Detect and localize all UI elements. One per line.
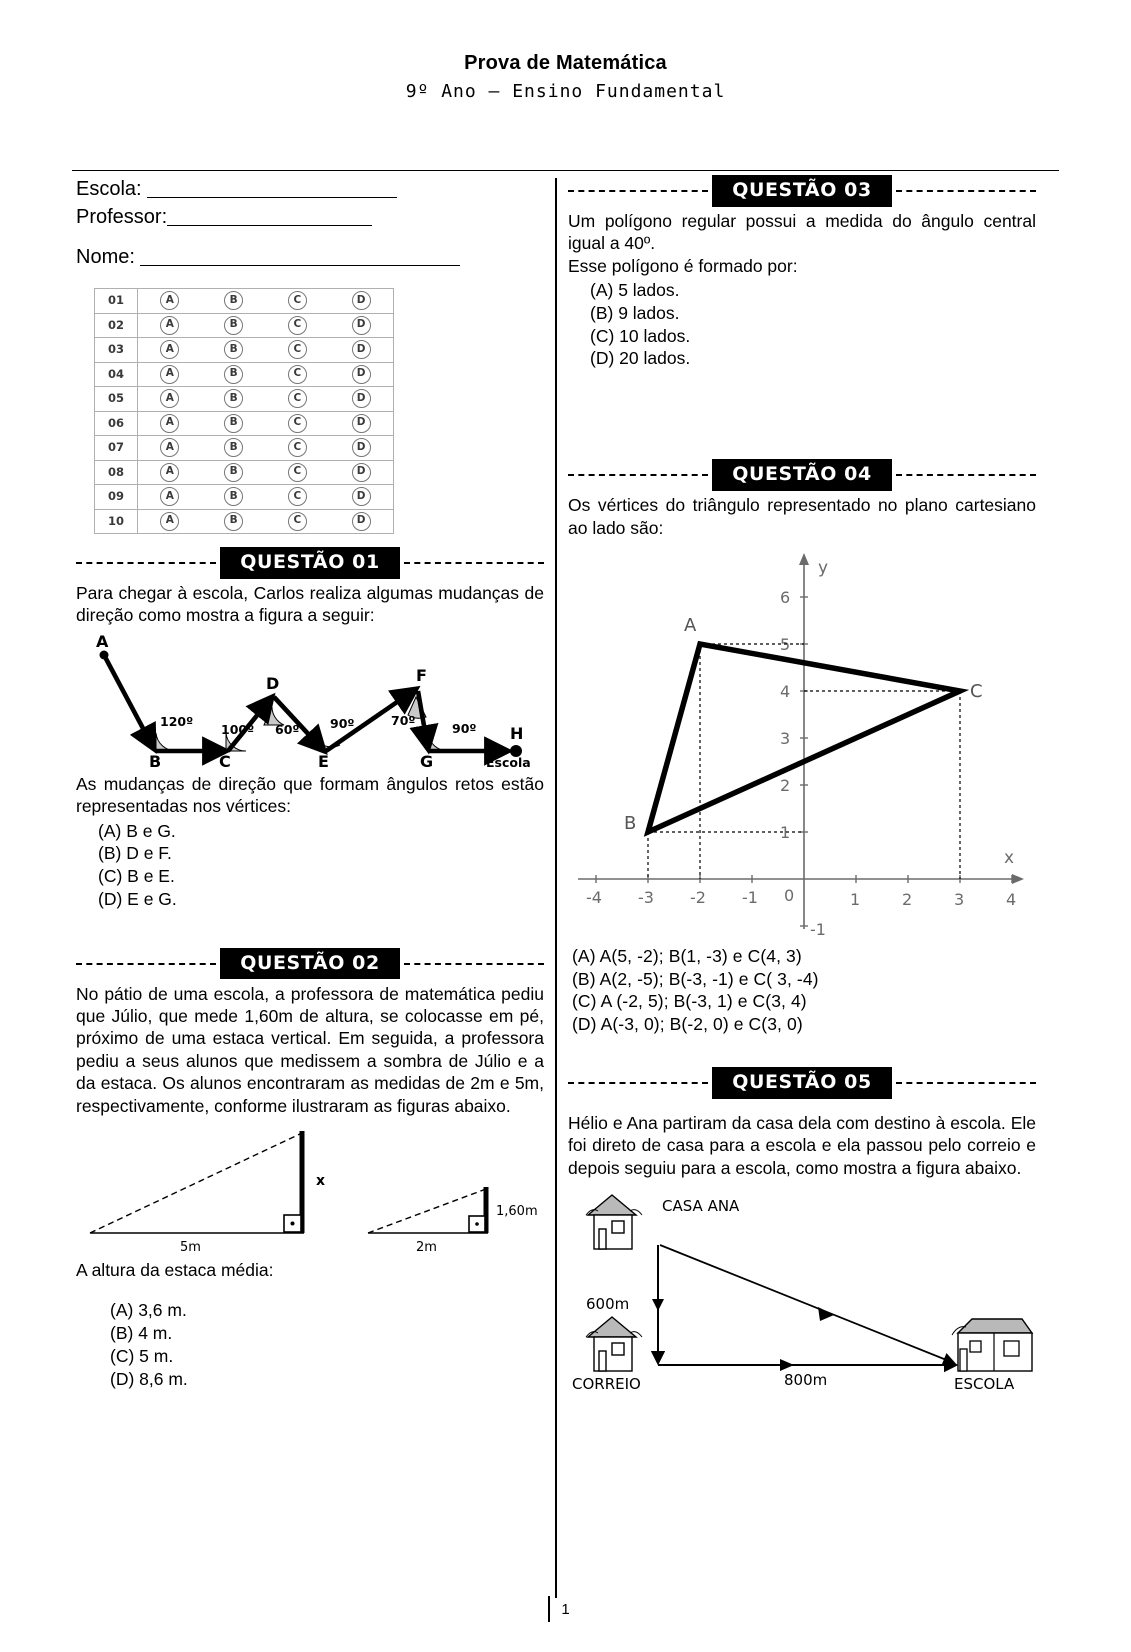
answer-bubble-c[interactable]: C [288,487,307,506]
page-title: Prova de Matemática [464,52,667,74]
question-04-options [572,945,1036,1036]
svg-text:90º: 90º [330,715,355,731]
question-04-statement: Os vértices do triângulo representado no plano cartesiano ao lado são: [568,495,1036,538]
option-c[interactable]: (C) 10 lados. [590,325,691,346]
question-04-tag: QUESTÃO 04 [712,459,892,491]
answer-bubble-d[interactable]: D [352,438,371,457]
svg-text:Escola: Escola [486,754,531,769]
option-d[interactable]: (D) A(-3, 0); B(-2, 0) e C(3, 0) [572,1014,803,1035]
svg-text:C: C [970,680,983,702]
svg-text:4: 4 [1006,889,1017,909]
banner-dash-right [896,474,1036,476]
answer-bubble-a[interactable]: A [160,389,179,408]
question-01-options [98,820,544,911]
question-03-options [590,279,1036,370]
svg-text:C: C [219,751,231,769]
svg-text:y: y [818,557,829,578]
svg-text:A: A [684,614,697,636]
escola-input[interactable] [147,183,397,198]
svg-text:-3: -3 [638,887,654,907]
svg-text:x: x [316,1172,326,1189]
answer-row-bubbles [138,411,394,436]
svg-text:90º: 90º [452,720,477,736]
answer-bubble-b[interactable]: B [224,463,243,482]
answer-row-number: 06 [95,411,138,436]
question-03-statement: Um polígono regular possui a medida do ângulo central igual a 40º. [568,211,1036,254]
field-escola [76,176,544,202]
answer-bubble-c[interactable]: C [288,291,307,310]
answer-bubble-c[interactable]: C [288,389,307,408]
svg-text:0: 0 [784,885,795,905]
content-columns [0,176,1131,1626]
svg-text:-4: -4 [586,887,602,907]
banner-dash-right [404,963,544,965]
answer-row-bubbles [138,387,394,412]
answer-sheet-row [95,387,394,412]
answer-bubble-d[interactable]: D [352,463,371,482]
option-d[interactable]: (D) E e G. [98,888,177,909]
question-02-options [110,1299,544,1390]
svg-text:-1: -1 [742,887,758,907]
professor-label: Professor: [76,206,168,228]
question-02-figure [76,1123,544,1255]
question-01-figure [76,633,544,769]
answer-row-number: 09 [95,485,138,510]
answer-sheet-row [95,338,394,363]
question-03-question: Esse polígono é formado por: [568,255,798,276]
option-b[interactable]: (B) A(2, -5); B(-3, -1) e C( 3, -4) [572,968,819,989]
banner-dash-left [76,963,216,965]
answer-bubble-b[interactable]: B [224,389,243,408]
question-02-tag: QUESTÃO 02 [220,948,400,980]
answer-bubble-c[interactable]: C [288,414,307,433]
answer-sheet-row [95,289,394,314]
option-a[interactable]: (A) 5 lados. [590,280,680,301]
answer-bubble-b[interactable]: B [224,316,243,335]
answer-sheet-row [95,313,394,338]
option-c[interactable]: (C) 5 m. [110,1345,174,1366]
banner-dash-left [76,562,216,564]
svg-text:-2: -2 [690,887,706,907]
option-b[interactable]: (B) 4 m. [110,1323,173,1344]
svg-text:5m: 5m [180,1239,201,1255]
correio-label: CORREIO [572,1375,641,1394]
question-02-statement: No pátio de uma escola, a professora de matemática pediu que Júlio, que mede 1,60m de altura, se colocasse em pé, próximo de uma estaca vertical. Em seguida, a professora pediu a seus alunos que medissem a sombra de Júlio e a da estaca. Os alunos encontraram as medidas de 2m e 5m, respectivamente, conforme ilustraram as figuras abaixo. [76,983,544,1116]
answer-bubble-b[interactable]: B [224,414,243,433]
answer-row-number: 04 [95,362,138,387]
answer-row-number: 05 [95,387,138,412]
svg-text:-1: -1 [810,919,826,939]
answer-row-bubbles [138,289,394,314]
header-divider [72,170,1059,171]
answer-row-number: 02 [95,313,138,338]
answer-bubble-c[interactable]: C [288,316,307,335]
svg-text:3: 3 [780,728,791,748]
casa-ana-label: CASA ANA [662,1197,740,1216]
svg-text:H: H [510,723,524,743]
banner-dash-right [896,1082,1036,1084]
answer-bubble-b[interactable]: B [224,291,243,310]
option-d[interactable]: (D) 20 lados. [590,348,691,369]
horizontal-distance-label: 800m [784,1371,828,1390]
vertical-distance-label: 600m [586,1295,630,1314]
option-c[interactable]: (C) B e E. [98,866,175,887]
answer-bubble-b[interactable]: B [224,438,243,457]
svg-text:G: G [420,751,434,769]
field-nome [76,244,544,270]
svg-text:1: 1 [850,889,861,909]
answer-bubble-a[interactable]: A [160,463,179,482]
nome-label: Nome: [76,246,135,268]
field-professor [76,204,544,230]
answer-sheet-row [95,460,394,485]
option-a[interactable]: (A) B e G. [98,820,176,841]
svg-text:6: 6 [780,587,791,607]
escola-label: ESCOLA [954,1375,1015,1394]
answer-bubble-a[interactable]: A [160,487,179,506]
answer-row-number: 03 [95,338,138,363]
banner-dash-right [404,562,544,564]
answer-bubble-c[interactable]: C [288,365,307,384]
question-01-banner [76,550,544,576]
option-b[interactable]: (B) D e F. [98,843,172,864]
answer-sheet-row [95,509,394,534]
banner-dash-left [568,1082,708,1084]
answer-bubble-d[interactable]: D [352,487,371,506]
answer-bubble-b[interactable]: B [224,340,243,359]
answer-bubble-d[interactable]: D [352,316,371,335]
answer-sheet-row [95,485,394,510]
answer-bubble-d[interactable]: D [352,512,371,531]
answer-row-bubbles [138,313,394,338]
answer-row-number: 10 [95,509,138,534]
answer-bubble-a[interactable]: A [160,438,179,457]
answer-sheet-table[interactable] [94,288,394,534]
svg-text:70º: 70º [391,712,416,728]
banner-dash-right [896,190,1036,192]
svg-text:F: F [416,665,427,685]
svg-text:A: A [96,632,109,651]
svg-text:1,60m: 1,60m [496,1203,538,1219]
option-a[interactable]: (A) 3,6 m. [110,1300,187,1321]
svg-text:x: x [1004,847,1015,868]
answer-row-bubbles [138,485,394,510]
professor-input[interactable] [167,211,372,226]
answer-bubble-d[interactable]: D [352,414,371,433]
question-02-question: A altura da estaca média: [76,1259,274,1280]
answer-bubble-d[interactable]: D [352,389,371,408]
question-02-banner [76,951,544,977]
answer-row-bubbles [138,338,394,363]
answer-bubble-d[interactable]: D [352,365,371,384]
question-04-banner [568,462,1036,488]
answer-bubble-a[interactable]: A [160,316,179,335]
option-b[interactable]: (B) 9 lados. [590,302,680,323]
answer-bubble-c[interactable]: C [288,463,307,482]
answer-bubble-d[interactable]: D [352,291,371,310]
right-column [568,176,1036,1401]
answer-bubble-a[interactable]: A [160,365,179,384]
question-04-figure [568,545,1036,939]
question-03-tag: QUESTÃO 03 [712,175,892,207]
answer-bubble-c[interactable]: C [288,512,307,531]
answer-row-number: 08 [95,460,138,485]
option-c[interactable]: (C) A (-2, 5); B(-3, 1) e C(3, 4) [572,991,807,1012]
answer-sheet-row [95,436,394,461]
answer-bubble-b[interactable]: B [224,365,243,384]
question-05-statement: Hélio e Ana partiram da casa dela com destino à escola. Ele foi direto de casa para a escola e ela passou pelo correio e depois seguiu para a escola, como mostra a figura abaixo. [568,1112,1036,1178]
svg-text:60º: 60º [275,721,300,737]
answer-bubble-b[interactable]: B [224,487,243,506]
answer-bubble-b[interactable]: B [224,512,243,531]
escola-label: Escola: [76,178,142,200]
answer-sheet-row [95,411,394,436]
answer-row-bubbles [138,436,394,461]
question-01-question: As mudanças de direção que formam ângulos retos estão representadas nos vértices: [76,773,544,817]
answer-row-number: 07 [95,436,138,461]
svg-text:B: B [149,751,162,769]
option-a[interactable]: (A) A(5, -2); B(1, -3) e C(4, 3) [572,945,802,966]
question-05-figure [568,1187,1036,1397]
svg-text:5: 5 [780,634,791,654]
svg-text:2m: 2m [416,1239,437,1255]
answer-bubble-a[interactable]: A [160,512,179,531]
answer-bubble-a[interactable]: A [160,291,179,310]
svg-text:2: 2 [902,889,913,909]
svg-text:E: E [318,751,329,769]
svg-text:1: 1 [780,822,791,842]
question-01-tag: QUESTÃO 01 [220,547,400,579]
option-d[interactable]: (D) 8,6 m. [110,1368,188,1389]
banner-dash-left [568,474,708,476]
svg-text:D: D [266,673,280,693]
answer-bubble-a[interactable]: A [160,340,179,359]
left-column [76,176,544,1390]
svg-text:2: 2 [780,775,791,795]
svg-text:B: B [624,812,637,834]
svg-text:4: 4 [780,681,791,701]
answer-row-bubbles [138,362,394,387]
answer-row-bubbles [138,460,394,485]
answer-bubble-d[interactable]: D [352,340,371,359]
answer-bubble-c[interactable]: C [288,438,307,457]
question-03-banner [568,178,1036,204]
svg-text:3: 3 [954,889,965,909]
banner-dash-left [568,190,708,192]
question-01-statement: Para chegar à escola, Carlos realiza algumas mudanças de direção como mostra a figura a seguir: [76,583,544,626]
question-05-tag: QUESTÃO 05 [712,1067,892,1099]
svg-text:100º: 100º [221,721,255,737]
answer-row-bubbles [138,509,394,534]
question-05-banner [568,1070,1036,1096]
svg-text:120º: 120º [160,713,194,729]
exam-page [0,52,1131,1652]
page-subtitle: 9º Ano – Ensino Fundamental [405,81,726,102]
answer-bubble-c[interactable]: C [288,340,307,359]
page-number: 1 [561,1601,570,1618]
answer-bubble-a[interactable]: A [160,414,179,433]
answer-row-number: 01 [95,289,138,314]
nome-input[interactable] [140,251,460,266]
answer-sheet-row [95,362,394,387]
